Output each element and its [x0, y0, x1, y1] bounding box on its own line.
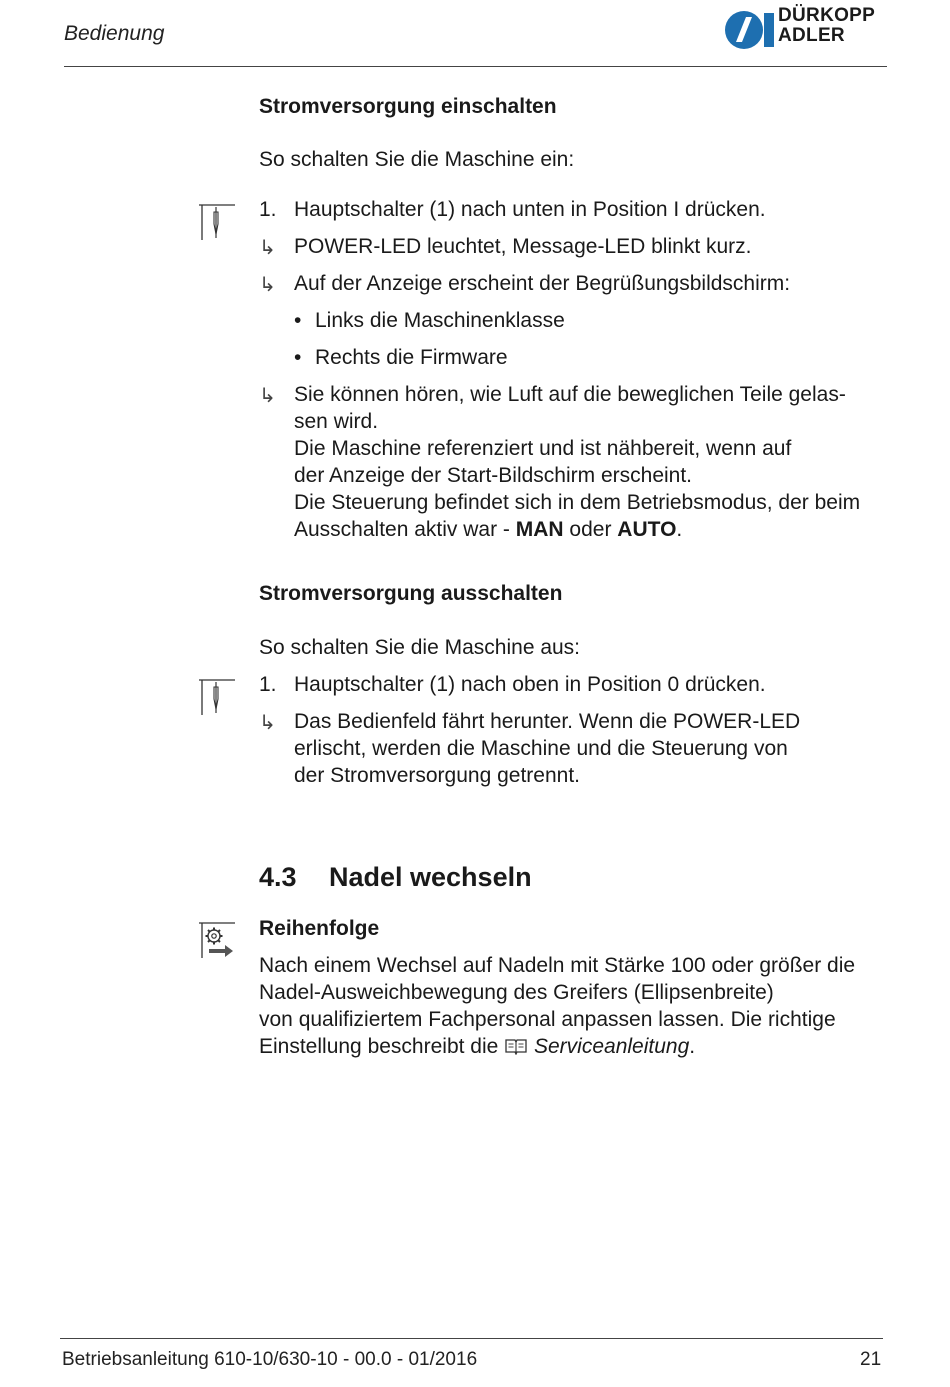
step-number: 1. [259, 673, 277, 696]
body-line: Nach einem Wechsel auf Nadeln mit Stärke 100 oder größer die [259, 954, 856, 977]
result-text: Auf der Anzeige erscheint der Begrüßungsbildschirm: [294, 272, 791, 295]
step-text: Hauptschalter (1) nach unten in Position I drücken. [294, 198, 766, 221]
intro-power-on: So schalten Sie die Maschine ein: [259, 148, 575, 171]
step-number: 1. [259, 198, 277, 221]
service-manual-ref: Serviceanleitung [534, 1035, 690, 1058]
result-line: Das Bedienfeld fährt herunter. Wenn die POWER-LED [294, 710, 801, 733]
footer-rule [60, 1338, 883, 1339]
page-number: 21 [860, 1349, 882, 1370]
bullet-icon: • [294, 309, 302, 332]
logo-wordmark [778, 6, 875, 46]
result-arrow-icon: ↳ [259, 237, 276, 259]
logo-line-1: DÜRKOPP [778, 5, 876, 26]
footer-document-id: Betriebsanleitung 610-10/630-10 - 00.0 - 01/2016 [62, 1349, 478, 1370]
body-paragraph [259, 952, 899, 1060]
subheading-sequence: Reihenfolge [259, 917, 380, 940]
result-line: Die Maschine referenziert und ist nähbereit, wenn auf [294, 437, 792, 460]
result-text: POWER-LED leuchtet, Message-LED blinkt kurz. [294, 235, 752, 258]
result-line: Sie können hören, wie Luft auf die beweglichen Teile gelas- [294, 383, 846, 406]
text-run: oder [563, 518, 618, 541]
gear-arrow-icon [199, 920, 235, 960]
bullet-text: Rechts die Firmware [315, 346, 508, 369]
text-run: Einstellung beschreibt die [259, 1035, 505, 1058]
section-number: 4.3 [259, 862, 297, 892]
result-line: sen wird. [294, 410, 379, 433]
result-line [294, 516, 894, 543]
result-line: der Stromversorgung getrennt. [294, 764, 580, 787]
body-line: Nadel-Ausweichbewegung des Greifers (Ellipsenbreite) [259, 981, 774, 1004]
result-arrow-icon: ↳ [259, 712, 276, 734]
needle-icon [199, 202, 235, 242]
section-title: Nadel wechseln [329, 862, 532, 892]
book-icon [504, 1037, 528, 1055]
mode-auto: AUTO [617, 518, 677, 541]
result-line: Die Steuerung befindet sich in dem Betriebsmodus, der beim [294, 491, 861, 514]
needle-icon [199, 677, 235, 717]
running-header: Bedienung [64, 22, 165, 45]
heading-power-off: Stromversorgung ausschalten [259, 582, 563, 605]
bullet-icon: • [294, 346, 302, 369]
body-line: von qualifiziertem Fachpersonal anpassen lassen. Die richtige [259, 1008, 836, 1031]
text-run: . [689, 1035, 696, 1058]
result-arrow-icon: ↳ [259, 385, 276, 407]
body-line [259, 1033, 899, 1060]
step-text: Hauptschalter (1) nach oben in Position 0 drücken. [294, 673, 766, 696]
result-line: erlischt, werden die Maschine und die Steuerung von [294, 737, 788, 760]
intro-power-off: So schalten Sie die Maschine aus: [259, 636, 581, 659]
text-run: . [676, 518, 683, 541]
result-arrow-icon: ↳ [259, 274, 276, 296]
header-rule [64, 66, 887, 67]
logo-line-2: ADLER [778, 25, 845, 46]
bullet-text: Links die Maschinenklasse [315, 309, 565, 332]
result-line: der Anzeige der Start-Bildschirm erscheint. [294, 464, 693, 487]
heading-power-on: Stromversorgung einschalten [259, 95, 557, 118]
text-run: Ausschalten aktiv war - [294, 518, 516, 541]
result-paragraph [294, 708, 894, 789]
result-paragraph [294, 381, 894, 543]
mode-man: MAN [515, 518, 564, 541]
